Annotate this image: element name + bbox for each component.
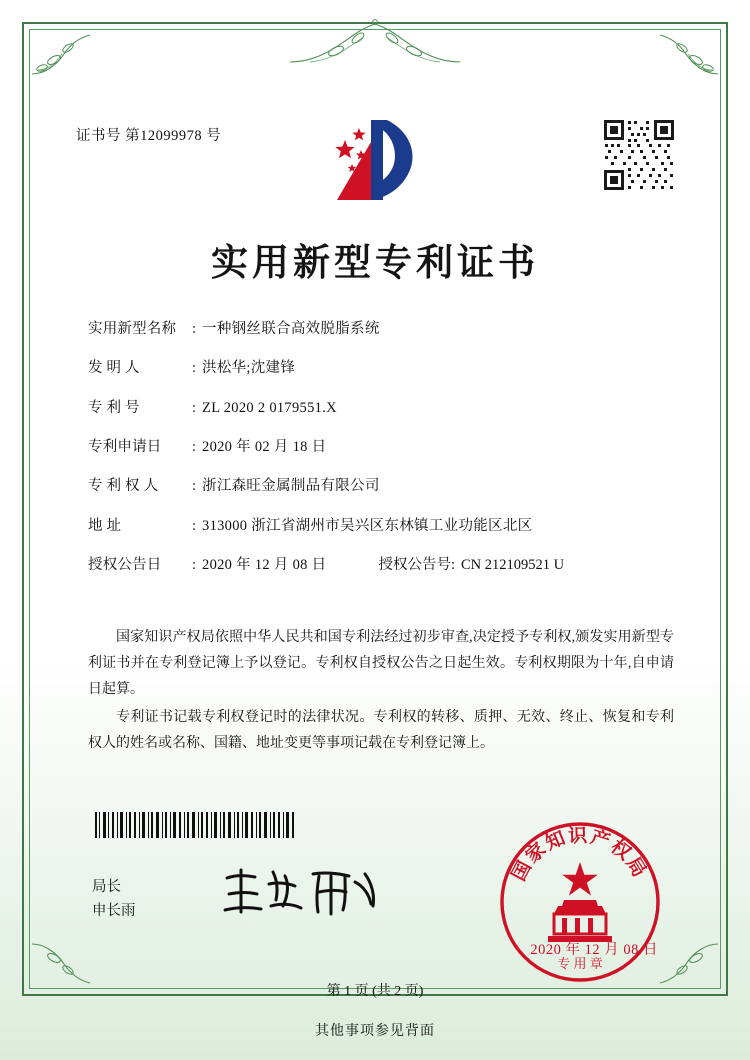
field-row-name (88, 320, 680, 339)
field-label: 实用新型名称 (88, 321, 177, 337)
barcode-icon (95, 812, 295, 838)
field-colon: : (192, 557, 197, 574)
svg-text:知: 知 (542, 827, 569, 855)
svg-text:权: 权 (606, 836, 635, 865)
field-value-grant-date: 2020 年 12 月 08 日 (202, 557, 327, 574)
body-paragraph-2: 专利证书记载专利权登记时的法律状况。专利权的转移、质押、无效、终止、恢复和专利权人的姓名或名称、国籍、地址变更等事项记载在专利登记簿上。 (88, 709, 674, 751)
field-colon: : (192, 478, 197, 495)
page-number: 第 1 页 (共 2 页) (326, 984, 424, 999)
field-value-application-date: 2020 年 02 月 18 日 (202, 439, 327, 456)
seal-date: 2020 年 12 月 08 日 (530, 942, 658, 958)
svg-text:局: 局 (621, 853, 650, 881)
certificate-number: 证书号 第12099978 号 (76, 128, 222, 144)
svg-text:产: 产 (587, 826, 613, 853)
page-title: 实用新型专利证书 (211, 243, 539, 284)
field-colon: : (192, 517, 197, 534)
field-label: 专 利 权 人 (88, 478, 159, 495)
handwritten-signature-icon (215, 862, 385, 924)
field-row-grant-announcement (88, 556, 680, 575)
field-colon: : (192, 399, 197, 416)
body-paragraph-1: 国家知识产权局依照中华人民共和国专利法经过初步审查,决定授予专利权,颁发实用新型专利证书并在专利登记簿上予以登记。专利权自授权公告之日起生效。专利权期限为十年,自申请日起算。 (88, 630, 674, 697)
field-list (88, 320, 680, 595)
field-row-patentee (88, 477, 680, 496)
footer-note: 其他事项参见背面 (315, 1024, 435, 1039)
director-name: 申长雨 (92, 902, 136, 919)
field-label: 专利申请日 (88, 439, 162, 456)
field-label-grant-number: 授权公告号: (378, 557, 455, 574)
field-row-address (88, 517, 680, 536)
field-value-invention-name: 一种钢丝联合高效脱脂系统 (202, 321, 380, 337)
field-label: 授权公告日 (88, 557, 162, 574)
svg-text:国: 国 (508, 857, 536, 885)
field-label: 专 利 号 (88, 399, 140, 416)
svg-text:家: 家 (522, 839, 551, 868)
field-row-application-date (88, 438, 680, 457)
official-red-seal-icon (496, 818, 664, 986)
director-block (92, 876, 136, 924)
field-value-patentee: 浙江森旺金属制品有限公司 (202, 478, 380, 495)
patent-office-emblem-icon (315, 112, 435, 204)
qr-code-icon (602, 118, 676, 192)
field-value-inventor: 洪松华;沈建锋 (202, 360, 296, 377)
svg-text:识: 识 (567, 825, 588, 848)
field-value-address: 313000 浙江省湖州市吴兴区东林镇工业功能区北区 (202, 517, 533, 534)
body-text (88, 625, 674, 758)
field-colon: : (192, 321, 197, 337)
field-row-patent-number (88, 399, 680, 418)
field-colon: : (192, 439, 197, 456)
field-row-inventor (88, 359, 680, 378)
field-value-grant-number: CN 212109521 U (461, 557, 565, 574)
field-label: 地 址 (88, 517, 122, 534)
field-label: 发 明 人 (88, 360, 140, 377)
director-title-label: 局长 (92, 879, 121, 895)
svg-text:专 用 章: 专 用 章 (557, 956, 603, 971)
field-value-patent-number: ZL 2020 2 0179551.X (202, 399, 337, 416)
field-colon: : (192, 360, 197, 377)
